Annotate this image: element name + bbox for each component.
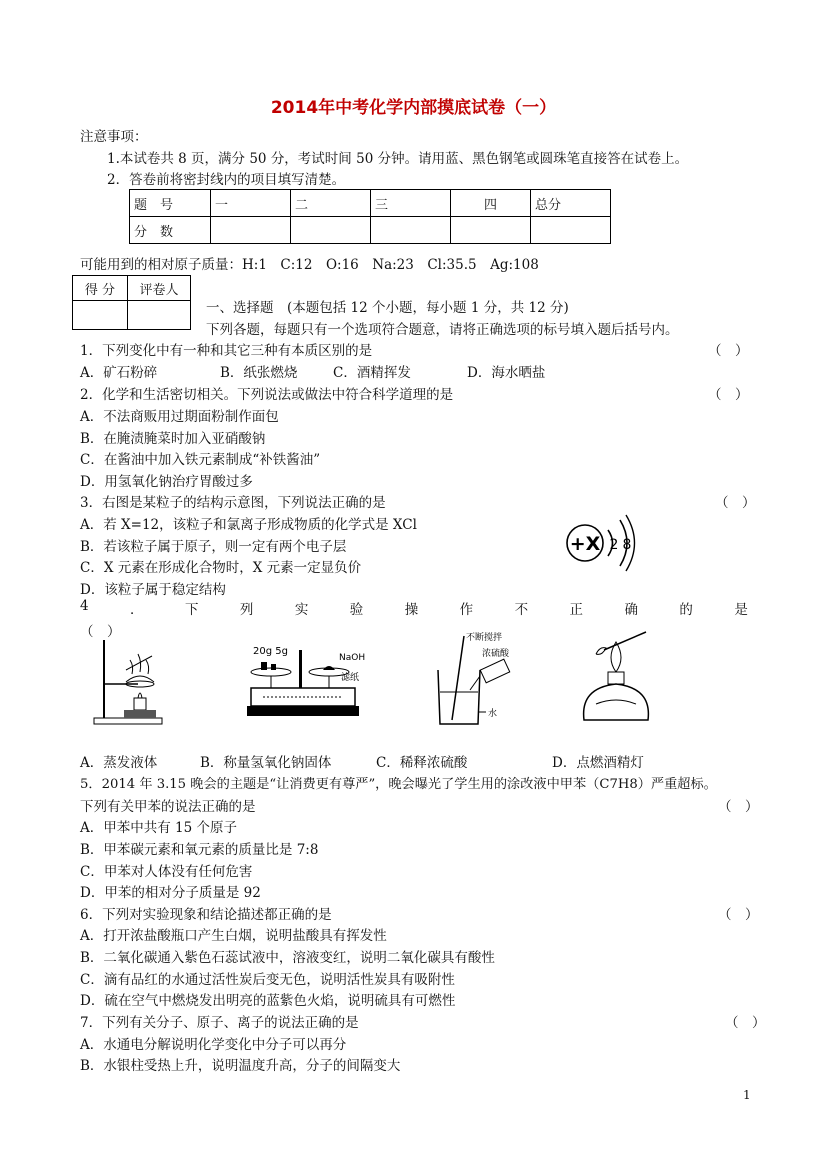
q3-option: D．该粒子属于稳定结构 (80, 582, 226, 598)
q1-option: C．酒精挥发 (333, 365, 411, 381)
q4-option: B．称量氢氧化钠固体 (200, 755, 332, 771)
q4-stem-char: 列 (239, 602, 254, 618)
grader-score-cell[interactable] (73, 301, 128, 330)
q1-stem: 1．下列变化中有一种和其它三种有本质区别的是 (80, 343, 373, 359)
score-cell[interactable] (371, 217, 451, 244)
q7-answer-paren[interactable]: （ ） (725, 1015, 766, 1031)
q4-answer-paren[interactable]: （ ） (80, 624, 121, 640)
score-table (129, 189, 611, 244)
score-cell[interactable] (211, 217, 291, 244)
particle-structure-diagram (563, 512, 643, 572)
q3-answer-paren[interactable]: （ ） (715, 495, 756, 511)
q2-answer-paren[interactable]: （ ） (708, 387, 749, 403)
atomic-mass-line: 可能用到的相对原子质量：H:1 C:12 O:16 Na:23 Cl:35.5 Ag:108 (80, 257, 539, 273)
q4-stem-char: 操 (404, 602, 419, 618)
page-number: 1 (743, 1088, 751, 1102)
q3-option: C．X 元素在形成化合物时，X 元素一定显负价 (80, 560, 362, 576)
q6-option: C．滴有品红的水通过活性炭后变无色，说明活性炭具有吸附性 (80, 972, 455, 988)
q5-option: B．甲苯碳元素和氧元素的质量比是 7:8 (80, 842, 319, 858)
q5-stem: 5．2014 年 3.15 晚会的主题是“让消费更有尊严”，晚会曝光了学生用的涂改液中甲苯（C7H8）严重超标。 (80, 777, 717, 792)
q5-option: A．甲苯中共有 15 个原子 (80, 820, 238, 836)
q4-option: C．稀释浓硫酸 (376, 755, 468, 771)
q6-answer-paren[interactable]: （ ） (718, 907, 759, 923)
q5-option: C．甲苯对人体没有任何危害 (80, 864, 253, 880)
naoh-label: NaOH (339, 653, 366, 663)
section1-instruction: 下列各题，每题只有一个选项符合题意，请将正确选项的标号填入题后括号内。 (206, 322, 679, 338)
q2-stem: 2．化学和生活密切相关。下列说法或做法中符合科学道理的是 (80, 387, 454, 403)
q4-stem-char: 是 (734, 602, 748, 618)
q2-option: B．在腌渍腌菜时加入亚硝酸钠 (80, 431, 266, 447)
stir-label: 不断搅拌 (466, 633, 503, 643)
pingjuanren-label: 评卷人 (128, 276, 191, 301)
q7-stem: 7．下列有关分子、原子、离子的说法正确的是 (80, 1015, 359, 1031)
section1-heading: 一、选择题 (本题包括 12 个小题，每小题 1 分，共 12 分) (206, 300, 569, 316)
score-cell[interactable] (291, 217, 371, 244)
q4-stem-char: 不 (514, 602, 529, 618)
notice-item: 2．答卷前将密封线内的项目填写清楚。 (107, 172, 346, 188)
alcohol-lamp-image (576, 628, 656, 728)
score-header: 题 号 (130, 190, 211, 217)
filter-paper-label: 滤纸 (341, 673, 360, 683)
q5-answer-paren[interactable]: （ ） (718, 799, 759, 815)
q1-option: D．海水晒盐 (467, 365, 546, 381)
q1-option: A．矿石粉碎 (80, 365, 158, 381)
q5-option: D．甲苯的相对分子质量是 92 (80, 885, 261, 901)
shell2-electrons: 8 (622, 537, 632, 553)
q6-option: B．二氧化碳通入紫色石蕊试液中，溶液变红，说明二氧化碳具有酸性 (80, 950, 495, 966)
balance-weighing-image (243, 640, 373, 726)
grader-table (72, 275, 191, 330)
q1-option: B．纸张燃烧 (220, 365, 298, 381)
q2-option: A．不法商贩用过期面粉制作面包 (80, 409, 279, 425)
grader-name-cell[interactable] (128, 301, 191, 330)
q3-stem: 3．右图是某粒子的结构示意图，下列说法正确的是 (80, 495, 386, 511)
score-header: 二 (291, 190, 371, 217)
q6-option: A．打开浓盐酸瓶口产生白烟，说明盐酸具有挥发性 (80, 928, 387, 944)
nucleus-label: +X (569, 533, 601, 555)
score-header: 三 (371, 190, 451, 217)
q3-option: B．若该粒子属于原子，则一定有两个电子层 (80, 539, 347, 555)
q6-stem: 6．下列对实验现象和结论描述都正确的是 (80, 907, 332, 923)
q4-stem-char: 作 (459, 602, 474, 618)
q4-option: A．蒸发液体 (80, 755, 158, 771)
score-header: 总分 (531, 190, 611, 217)
q5-stem-cont: 下列有关甲苯的说法正确的是 (80, 799, 256, 815)
q2-option: D．用氢氧化钠治疗胃酸过多 (80, 474, 253, 490)
q7-option: A．水通电分解说明化学变化中分子可以再分 (80, 1037, 347, 1053)
weights-label: 20g 5g (253, 646, 288, 657)
q2-option: C．在酱油中加入铁元素制成“补铁酱油” (80, 452, 321, 468)
q4-stem-char: 验 (349, 602, 364, 618)
q1-answer-paren[interactable]: （ ） (708, 343, 749, 359)
q4-stem-char: 下 (184, 602, 199, 618)
q4-stem-char: ． (130, 602, 144, 618)
score-header: 四 (451, 190, 531, 217)
score-header: 一 (211, 190, 291, 217)
score-cell[interactable] (451, 217, 531, 244)
score-row-label: 分 数 (130, 217, 211, 244)
evaporation-apparatus-image (90, 636, 170, 728)
notice-item: 1.本试卷共 8 页，满分 50 分，考试时间 50 分钟。请用蓝、黑色钢笔或圆珠笔直接答在试卷上。 (107, 151, 689, 167)
q6-option: D．硫在空气中燃烧发出明亮的蓝紫色火焰，说明硫具有可燃性 (80, 993, 456, 1009)
q4-stem-char: 的 (679, 602, 693, 618)
q4-stem-char: 实 (294, 602, 309, 618)
q4-stem-char: 4 (80, 598, 89, 614)
shell1-electrons: 2 (609, 537, 619, 553)
q4-stem-char: 确 (624, 602, 638, 618)
q4-option: D．点燃酒精灯 (552, 755, 644, 771)
defen-label: 得 分 (73, 276, 128, 301)
q3-option: A．若 X=12，该粒子和氯离子形成物质的化学式是 XCl (80, 517, 417, 533)
acid-label: 浓硫酸 (482, 649, 510, 659)
q7-option: B．水银柱受热上升，说明温度升高，分子的间隔变大 (80, 1058, 401, 1074)
water-label: 水 (488, 709, 498, 719)
q4-stem-char: 正 (569, 602, 584, 618)
notice-heading: 注意事项： (80, 129, 148, 145)
q4-stem (80, 598, 748, 618)
score-cell[interactable] (531, 217, 611, 244)
exam-title: 2014年中考化学内部摸底试卷（一） (270, 98, 557, 118)
dilute-sulfuric-acid-image (430, 630, 520, 730)
